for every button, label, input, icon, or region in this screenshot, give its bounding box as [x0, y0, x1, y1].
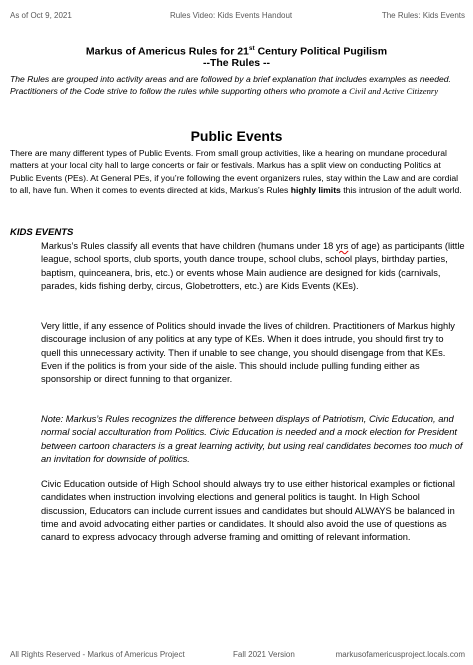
kids-events-heading: KIDS EVENTS	[10, 227, 74, 238]
footer-site: markusofamericusproject.locals.com	[335, 650, 465, 659]
p1-misspelled-word: yrs	[335, 241, 349, 251]
footer-version: Fall 2021 Version	[233, 650, 295, 659]
title-superscript: st	[248, 45, 255, 52]
section-text-a: There are many different types of Public Events. From small group activities, like a hearing on mundane procedural matters at your local city hall to large concerts or fair or festivals. Markus has a split view on conducting Politics at Public Events (PEs). At General PEs, if you’re following the event organizers rules, stay within the Law and are cordial to all, have fun. When it comes to events directed at kids, Markus’s Rules	[10, 148, 459, 195]
title-main: Markus of Americus Rules for 21	[85, 45, 249, 58]
header-rules-title: The Rules: Kids Events	[381, 11, 465, 20]
kids-paragraph-4: Civic Education outside of High School should always try to use either historical examples or fictional candidates when instruction involving elections and general politics is taught. In High School discussion, Educators can include current issues and candidates but should ALWAYS be balanced in time and avoid advocating either parties or candidates. It should also avoid the use of questions as canard to express advocacy through adverse framing and omitting of relevant information.	[41, 479, 455, 543]
intro-paragraph	[10, 73, 465, 97]
intro-script-phrase: Civil and Active Citizenry	[349, 86, 439, 97]
header-video-title: Rules Video: Kids Events Handout	[170, 11, 293, 20]
footer-rights: All Rights Reserved - Markus of Americus Project	[10, 650, 185, 659]
header-date: As of Oct 9, 2021	[10, 11, 72, 20]
section-text-bold: highly limits	[290, 184, 341, 195]
section-paragraph	[10, 147, 465, 196]
p1-text-a: Markus’s Rules classify all events that have children (humans under 18	[41, 241, 336, 251]
document-subtitle: --The Rules --	[202, 57, 271, 69]
kids-paragraph-3-note: Note: Markus’s Rules recognizes the difference between displays of Patriotism, Civic Education, and normal social acculturation from Politics. Civic Education is needed and a mock election for President between cartoon characters is a great learning activity, but using real candidates becomes too much of an invitation for downside of politics.	[41, 414, 463, 464]
section-title: Public Events	[190, 128, 283, 144]
kids-paragraph-1	[41, 240, 465, 293]
section-text-b: this intrusion of the adult world.	[340, 184, 462, 195]
title-end: Century Political Pugilism	[254, 45, 388, 58]
p1-text-b: of age) as participants (little league, school sports, club sports, youth dance troupe, school clubs, school plays, birthday parties, baptism, quinceanera, bris, etc.) or events whose Main audience are designed for kids (carnivals, parades, kids fishing derby, circus, Globetrotters, etc.) are Kids Events (KEs).	[41, 241, 465, 291]
kids-paragraph-2: Very little, if any essence of Politics should invade the lives of children. Practitioners of Markus highly discourage inclusion of any politics at any type of KEs. When it does intrude, you should first try to quell this unnecessary activity. Then if unable to see change, you should disengage from that KEs. Even if the politics is from your side of the aisle. This should include pulling funding either as sponsorship or direct funning to that organizer.	[41, 321, 455, 385]
intro-text: The Rules are grouped into activity areas and are followed by a brief explanation that includes examples as needed. Practitioners of the Code strive to follow the rules while supporting others who promote a	[10, 74, 451, 97]
